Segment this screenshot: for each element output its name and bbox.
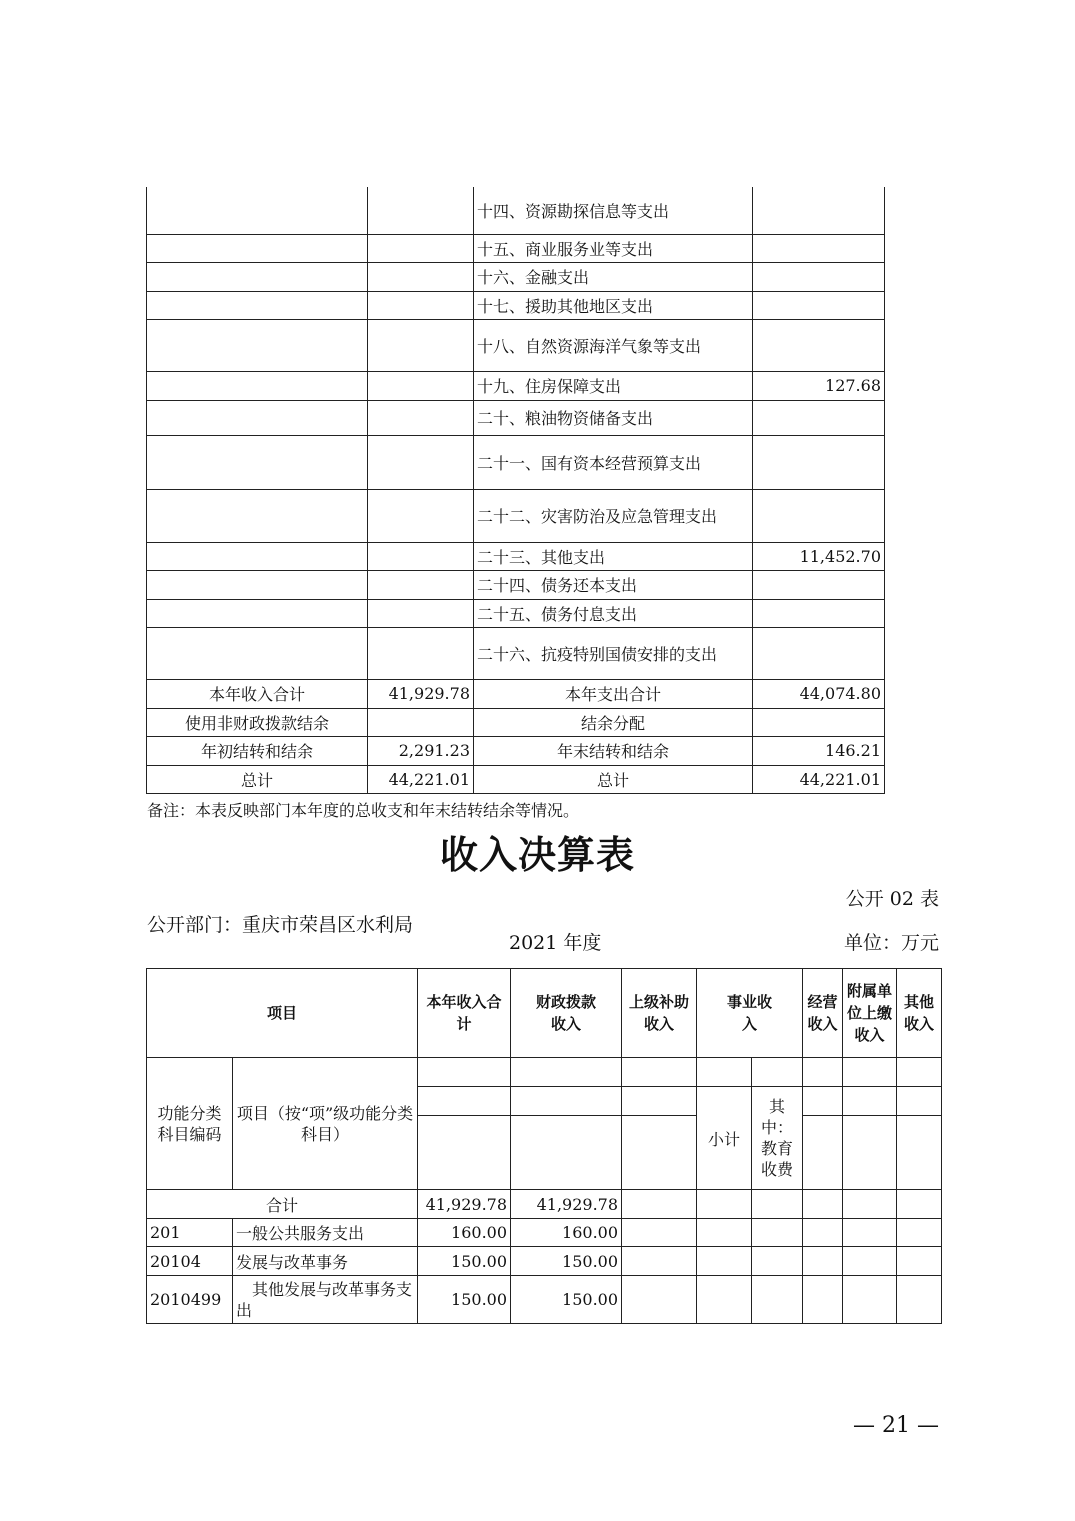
fiscal-value: 160.00: [511, 1219, 622, 1247]
summary-right-label: 年末结转和结余: [474, 736, 753, 765]
summary-row: [147, 708, 885, 736]
table-row: [147, 319, 885, 371]
table-row: [147, 262, 885, 291]
summary-right-value: 44,074.80: [753, 679, 885, 708]
table-note: 备注：本表反映部门本年度的总收支和年末结转结余等情况。: [147, 801, 580, 820]
header-affiliated: 附属单位上缴收入: [843, 969, 897, 1058]
expenditure-value: [753, 400, 885, 435]
summary-right-value: [753, 708, 885, 736]
page-title: 收入决算表: [439, 832, 635, 877]
header-subtotal: 小计: [697, 1087, 752, 1190]
expenditure-value: [753, 489, 885, 542]
func-code: 20104: [147, 1247, 233, 1276]
header-item-by-class: 项目（按“项”级功能分类科目）: [233, 1058, 418, 1190]
expenditure-value: [753, 291, 885, 319]
expenditure-value: [753, 627, 885, 679]
department-label: 公开部门：重庆市荣昌区水利局: [147, 914, 414, 936]
fiscal-year: 2021 年度: [509, 932, 602, 954]
summary-left-label: 本年收入合计: [147, 679, 368, 708]
summary-left-label: 年初结转和结余: [147, 736, 368, 765]
expenditure-label: 二十四、债务还本支出: [474, 570, 753, 599]
expenditure-label: 二十五、债务付息支出: [474, 599, 753, 627]
expenditure-label: 二十三、其他支出: [474, 542, 753, 570]
expenditure-label: 十四、资源勘探信息等支出: [474, 187, 753, 234]
expenditure-value: 127.68: [753, 371, 885, 400]
header-func-code: 功能分类科目编码: [147, 1058, 233, 1190]
expenditure-label: 十九、住房保障支出: [474, 371, 753, 400]
total-value: 150.00: [418, 1276, 511, 1324]
table-row: [147, 234, 885, 262]
summary-left-label: 总计: [147, 765, 368, 793]
header-other: 其他收入: [897, 969, 942, 1058]
table-row: [147, 489, 885, 542]
summary-right-value: 146.21: [753, 736, 885, 765]
table-code: 公开 02 表: [845, 888, 939, 910]
expenditure-label: 二十一、国有资本经营预算支出: [474, 435, 753, 489]
expenditure-value: [753, 435, 885, 489]
expenditure-label: 二十、粮油物资储备支出: [474, 400, 753, 435]
fiscal-value: 150.00: [511, 1247, 622, 1276]
item-name: 发展与改革事务: [233, 1247, 418, 1276]
summary-left-label: 使用非财政拨款结余: [147, 708, 368, 736]
table-row: [147, 371, 885, 400]
summary-right-label: 结余分配: [474, 708, 753, 736]
item-name: 其他发展与改革事务支出: [233, 1276, 418, 1324]
total-value: 150.00: [418, 1247, 511, 1276]
table-row: [147, 599, 885, 627]
table-row: [147, 1219, 942, 1247]
expenditure-label: 十六、金融支出: [474, 262, 753, 291]
summary-left-value: 41,929.78: [368, 679, 474, 708]
header-row: [147, 969, 942, 1058]
header-operating: 经营收入: [803, 969, 843, 1058]
header-edu-fee: 其中：教育收费: [752, 1087, 803, 1190]
expenditure-value: 11,452.70: [753, 542, 885, 570]
expenditure-label: 十七、援助其他地区支出: [474, 291, 753, 319]
total-label: 合计: [147, 1190, 418, 1219]
expenditure-label: 十八、自然资源海洋气象等支出: [474, 319, 753, 371]
summary-left-value: 2,291.23: [368, 736, 474, 765]
income-table: [146, 968, 942, 1324]
table-row: [147, 1276, 942, 1324]
summary-right-label: 总计: [474, 765, 753, 793]
header-item: 项目: [147, 969, 418, 1058]
summary-left-value: [368, 708, 474, 736]
table-row: [147, 1247, 942, 1276]
fiscal-value: 41,929.78: [511, 1190, 622, 1219]
table-row: [147, 187, 885, 234]
unit-label: 单位：万元: [843, 932, 939, 954]
expenditure-value: [753, 262, 885, 291]
func-code: 201: [147, 1219, 233, 1247]
expenditure-value: [753, 187, 885, 234]
expenditure-label: 二十六、抗疫特别国债安排的支出: [474, 627, 753, 679]
table-row: [147, 627, 885, 679]
total-value: 160.00: [418, 1219, 511, 1247]
table-row: [147, 570, 885, 599]
total-row: [147, 1190, 942, 1219]
expenditure-value: [753, 234, 885, 262]
func-code: 2010499: [147, 1276, 233, 1324]
total-value: 41,929.78: [418, 1190, 511, 1219]
summary-row: [147, 679, 885, 708]
expenditure-value: [753, 599, 885, 627]
item-name: 一般公共服务支出: [233, 1219, 418, 1247]
header-superior: 上级补助收入: [622, 969, 697, 1058]
table-row: [147, 542, 885, 570]
fiscal-value: 150.00: [511, 1276, 622, 1324]
expenditure-label: 十五、商业服务业等支出: [474, 234, 753, 262]
expenditure-label: 二十二、灾害防治及应急管理支出: [474, 489, 753, 542]
header-fiscal: 财政拨款收入: [511, 969, 622, 1058]
summary-row: [147, 736, 885, 765]
page-number: — 21 —: [853, 1413, 939, 1438]
header-row: [147, 1058, 942, 1087]
summary-left-value: 44,221.01: [368, 765, 474, 793]
summary-right-value: 44,221.01: [753, 765, 885, 793]
header-business: 事业收入: [697, 969, 803, 1058]
summary-row: [147, 765, 885, 793]
header-total: 本年收入合计: [418, 969, 511, 1058]
balance-table: [146, 187, 885, 794]
table-row: [147, 400, 885, 435]
table-row: [147, 291, 885, 319]
summary-right-label: 本年支出合计: [474, 679, 753, 708]
expenditure-value: [753, 319, 885, 371]
expenditure-value: [753, 570, 885, 599]
table-row: [147, 435, 885, 489]
